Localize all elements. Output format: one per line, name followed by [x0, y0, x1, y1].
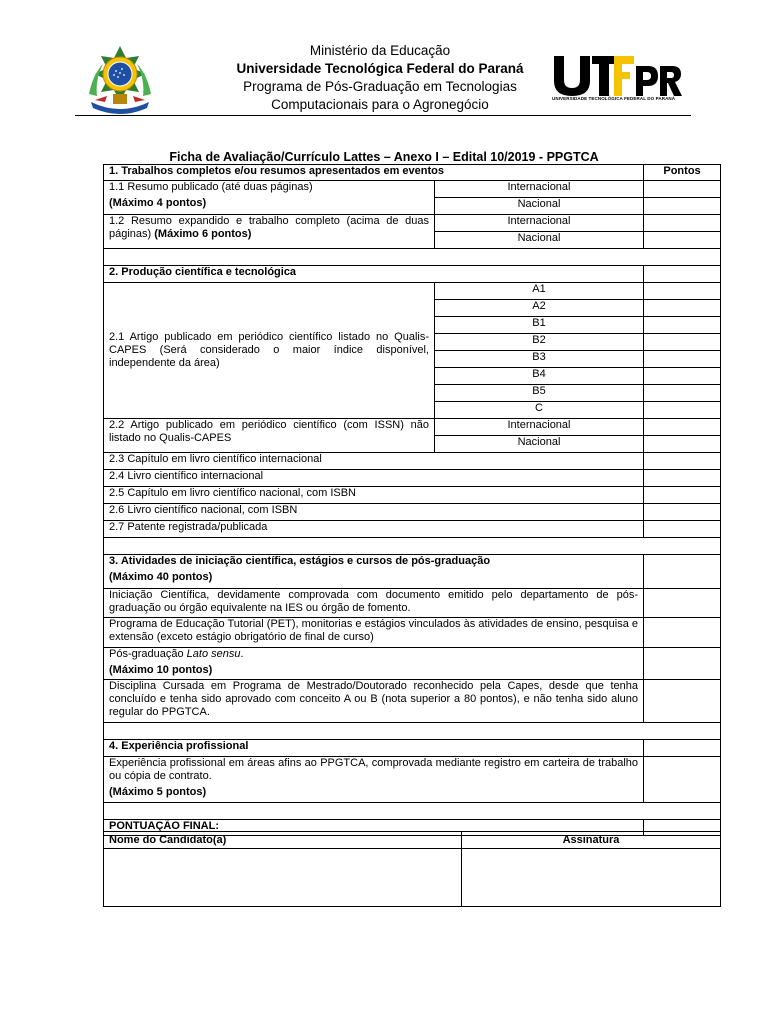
item-2-6: 2.6 Livro científico nacional, com ISBN [104, 504, 644, 521]
experiencia-profissional [104, 757, 644, 803]
candidate-name-field[interactable] [104, 849, 462, 907]
points-cell[interactable] [644, 317, 721, 334]
signature-header: Assinatura [462, 832, 721, 849]
pos-suffix: . [240, 648, 244, 660]
item-2-2: 2.2 Artigo publicado em periódico científico (com ISSN) não listado no Qualis-CAPES [104, 419, 435, 453]
item-2-1: 2.1 Artigo publicado em periódico científico listado no Qualis-CAPES (Será considerado o maior índice disponível, independente da área) [104, 283, 435, 419]
qualis-b4: B4 [435, 368, 644, 385]
points-cell[interactable] [644, 334, 721, 351]
header-divider [75, 115, 691, 116]
pos-lato-sensu: Lato sensu [186, 648, 241, 660]
table-row [104, 740, 721, 757]
pontos-header: Pontos [644, 165, 721, 181]
table-row [104, 419, 721, 436]
final-score-label: PONTUAÇÃO FINAL: [104, 820, 644, 836]
table-row [104, 283, 721, 300]
item-1-2-max: (Máximo 6 pontos) [154, 228, 252, 240]
scope-nacional: Nacional [435, 232, 644, 249]
table-row [104, 538, 721, 555]
experiencia-desc: Experiência profissional em áreas afins ao PPGTCA, comprovada mediante registro em carteira de trabalho ou cópia de contrato. [109, 757, 639, 782]
qualis-a1: A1 [435, 283, 644, 300]
points-cell[interactable] [644, 555, 721, 589]
table-row [104, 181, 721, 198]
table-row [104, 849, 721, 907]
pos-graduacao-label [109, 648, 638, 661]
item-2-4: 2.4 Livro científico internacional [104, 470, 644, 487]
points-cell[interactable] [644, 385, 721, 402]
spacer-row [104, 723, 721, 740]
qualis-b2: B2 [435, 334, 644, 351]
table-row [104, 555, 721, 589]
points-cell[interactable] [644, 266, 721, 283]
experiencia-max: (Máximo 5 pontos) [109, 786, 207, 798]
points-cell[interactable] [644, 757, 721, 803]
signature-table [103, 831, 721, 907]
points-cell[interactable] [644, 283, 721, 300]
points-cell[interactable] [644, 215, 721, 232]
points-cell[interactable] [644, 470, 721, 487]
document-title: Ficha de Avaliação/Currículo Lattes – Anexo I – Edital 10/2019 - PPGTCA [169, 150, 599, 164]
table-row [104, 680, 721, 723]
item-1-1-label: 1.1 Resumo publicado (até duas páginas) [109, 181, 313, 193]
qualis-b3: B3 [435, 351, 644, 368]
scope-nacional: Nacional [435, 436, 644, 453]
document-header [0, 0, 768, 120]
section-1-heading: 1. Trabalhos completos e/ou resumos apresentados em eventos [104, 165, 644, 181]
points-cell[interactable] [644, 648, 721, 680]
points-cell[interactable] [644, 453, 721, 470]
ministry-name: Ministério da Educação [309, 43, 451, 58]
institution-header-text [180, 42, 580, 114]
points-cell[interactable] [644, 181, 721, 198]
pos-prefix: Pós-graduação [109, 648, 187, 660]
points-cell[interactable] [644, 368, 721, 385]
program-line-2: Computacionais para o Agronegócio [271, 97, 489, 112]
table-row [104, 723, 721, 740]
points-cell[interactable] [644, 436, 721, 453]
section-4-heading: 4. Experiência profissional [104, 740, 644, 757]
points-cell[interactable] [644, 419, 721, 436]
signature-field[interactable] [462, 849, 721, 907]
points-cell[interactable] [644, 487, 721, 504]
table-row [104, 832, 721, 849]
candidate-name-header: Nome do Candidato(a) [104, 832, 462, 849]
evaluation-table [103, 164, 721, 836]
spacer-row [104, 803, 721, 820]
points-cell[interactable] [644, 504, 721, 521]
item-1-1 [104, 181, 435, 215]
item-2-5: 2.5 Capítulo em livro científico nacional, com ISBN [104, 487, 644, 504]
table-row [104, 470, 721, 487]
table-row [104, 648, 721, 680]
table-row [104, 165, 721, 181]
table-row [104, 249, 721, 266]
table-row [104, 487, 721, 504]
table-row [104, 504, 721, 521]
qualis-c: C [435, 402, 644, 419]
scope-internacional: Internacional [435, 181, 644, 198]
table-row [104, 266, 721, 283]
utfpr-logo-subtext: UNIVERSIDADE TECNOLÓGICA FEDERAL DO PARANÁ [552, 96, 676, 101]
section-2-heading: 2. Produção científica e tecnológica [104, 266, 644, 283]
scope-internacional: Internacional [435, 215, 644, 232]
university-name: Universidade Tecnológica Federal do Paraná [236, 61, 524, 76]
table-row [104, 803, 721, 820]
scope-nacional: Nacional [435, 198, 644, 215]
item-2-7: 2.7 Patente registrada/publicada [104, 521, 644, 538]
table-row [104, 618, 721, 648]
points-cell[interactable] [644, 740, 721, 757]
points-cell[interactable] [644, 198, 721, 215]
item-1-1-max: (Máximo 4 pontos) [109, 197, 207, 209]
item-1-2-label: 1.2 Resumo expandido e trabalho completo (acima de duas páginas) [109, 215, 429, 240]
points-cell[interactable] [644, 521, 721, 538]
table-row [104, 757, 721, 803]
section-3-max: (Máximo 40 pontos) [109, 571, 213, 583]
spacer-row [104, 538, 721, 555]
qualis-b1: B1 [435, 317, 644, 334]
table-row [104, 453, 721, 470]
spacer-row [104, 249, 721, 266]
points-cell[interactable] [644, 618, 721, 648]
points-cell[interactable] [644, 402, 721, 419]
program-line-1: Programa de Pós-Graduação em Tecnologias [243, 79, 517, 94]
pos-graduacao-max: (Máximo 10 pontos) [109, 664, 213, 676]
disciplina-cursada: Disciplina Cursada em Programa de Mestrado/Doutorado reconhecido pela Capes, desde que tenha concluído e tenha sido aprovado com conceito A ou B (nota superior a 80 pontos), e não tenha sido aluno regular do PPGTCA. [104, 680, 644, 723]
points-cell[interactable] [644, 300, 721, 317]
qualis-a2: A2 [435, 300, 644, 317]
points-cell[interactable] [644, 232, 721, 249]
table-row [104, 521, 721, 538]
points-cell[interactable] [644, 589, 721, 618]
pos-graduacao [104, 648, 644, 680]
item-1-2 [104, 215, 435, 249]
pet-monitorias: Programa de Educação Tutorial (PET), monitorias e estágios vinculados às atividades de ensino, pesquisa e extensão (exceto estágio obrigatório de final de curso) [104, 618, 644, 648]
table-row [104, 215, 721, 232]
table-row [104, 589, 721, 618]
points-cell[interactable] [644, 680, 721, 723]
brazil-coat-of-arms-icon [83, 44, 157, 116]
section-3-heading [104, 555, 644, 589]
item-2-3: 2.3 Capítulo em livro científico internacional [104, 453, 644, 470]
iniciacao-cientifica: Iniciação Científica, devidamente comprovada com documento emitido pelo departamento de pós-graduação ou órgão equivalente na IES ou órgão de fomento. [104, 589, 644, 618]
points-cell[interactable] [644, 351, 721, 368]
qualis-b5: B5 [435, 385, 644, 402]
scope-internacional: Internacional [435, 419, 644, 436]
section-3-title: 3. Atividades de iniciação científica, estágios e cursos de pós-graduação [109, 555, 491, 567]
